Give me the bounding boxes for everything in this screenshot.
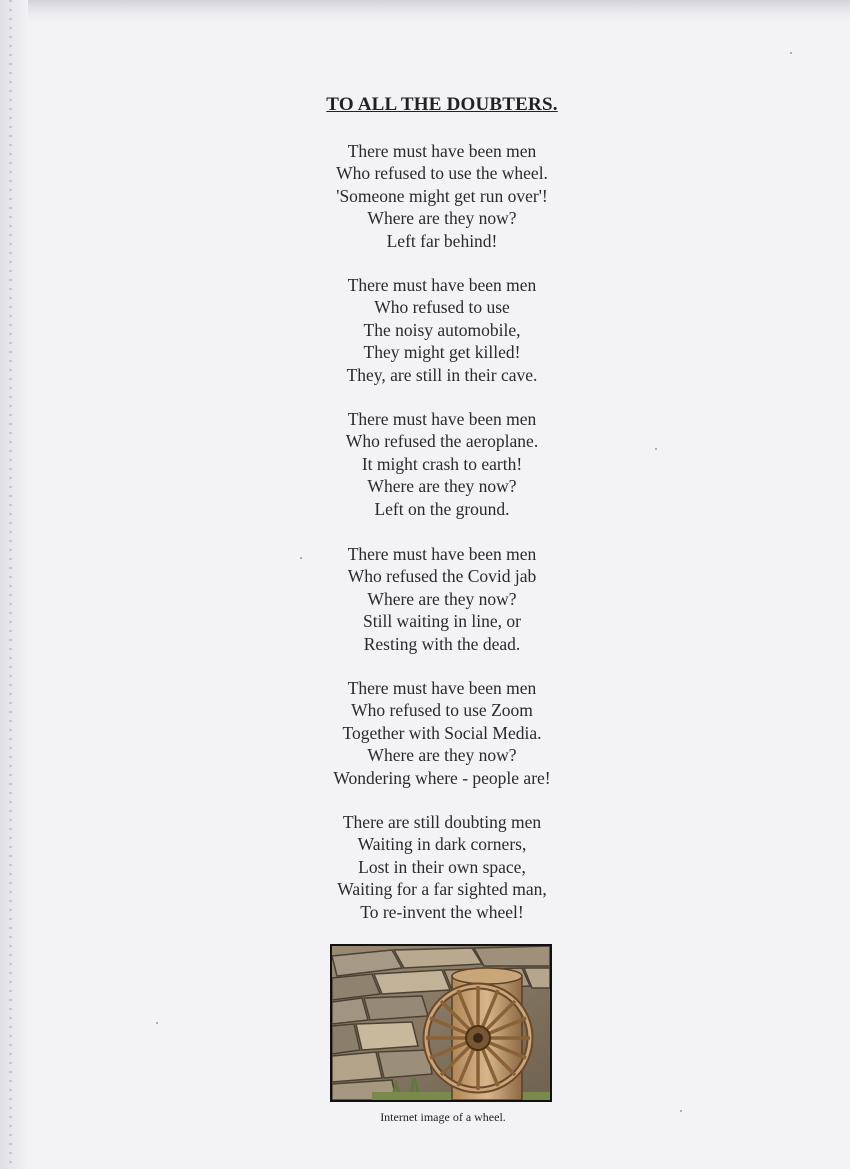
poem-line: Left on the ground. [374,498,510,519]
image-caption: Internet image of a wheel. [380,1110,506,1124]
stanza-6 [0,811,850,923]
poem-line: 'Someone might get run over'! [336,185,548,206]
stanza-2 [0,274,850,386]
poem-line: Resting with the dead. [363,633,521,654]
poem-line: Who refused the aeroplane. [345,431,539,452]
poem-line: There are still doubting men [342,812,542,832]
wagon-wheel-illustration [332,946,550,1100]
poem-line: Where are they now? [367,745,517,766]
poem-line: The noisy automobile, [363,319,521,340]
poem-line: Where are they now? [367,588,517,609]
poem-line: There must have been men [347,409,537,429]
poem-line: Still waiting in line, or [363,611,521,632]
poem-line: Waiting in dark corners, [357,834,527,855]
poem-line: Wondering where - people are! [333,767,551,788]
poem-line: Where are they now? [367,476,517,497]
poem-line: There must have been men [347,678,537,698]
stanza-3 [0,408,850,520]
poem-line: To re-invent the wheel! [360,901,524,922]
scan-speck [680,1110,682,1112]
scan-speck [156,1022,158,1024]
poem-line: Lost in their own space, [358,856,526,877]
scan-speck [655,448,657,450]
poem-line: There must have been men [347,275,537,295]
poem-line: Who refused to use Zoom [351,700,533,721]
poem-line: Who refused the Covid jab [347,566,537,587]
scan-speck [300,557,302,559]
scan-speck [790,52,792,54]
poem-line: Waiting for a far sighted man, [337,879,547,900]
poem-line: Where are they now? [367,208,517,229]
scan-top-edge [0,0,850,22]
poem-line: It might crash to earth! [361,453,523,474]
stanza-1 [0,140,850,252]
poem-line: There must have been men [347,544,537,564]
poem-line: There must have been men [347,141,537,161]
poem-line: Who refused to use the wheel. [336,163,548,184]
poem-line: They might get killed! [363,342,521,363]
poem-line: Left far behind! [386,230,498,251]
poem-line: Together with Social Media. [342,722,542,743]
poem-line: They, are still in their cave. [346,364,538,385]
stanza-5 [0,677,850,789]
wagon-wheel-image [330,944,552,1102]
poem-title: TO ALL THE DOUBTERS. [326,94,558,115]
poem-line: Who refused to use [374,297,510,318]
stanza-4 [0,543,850,655]
